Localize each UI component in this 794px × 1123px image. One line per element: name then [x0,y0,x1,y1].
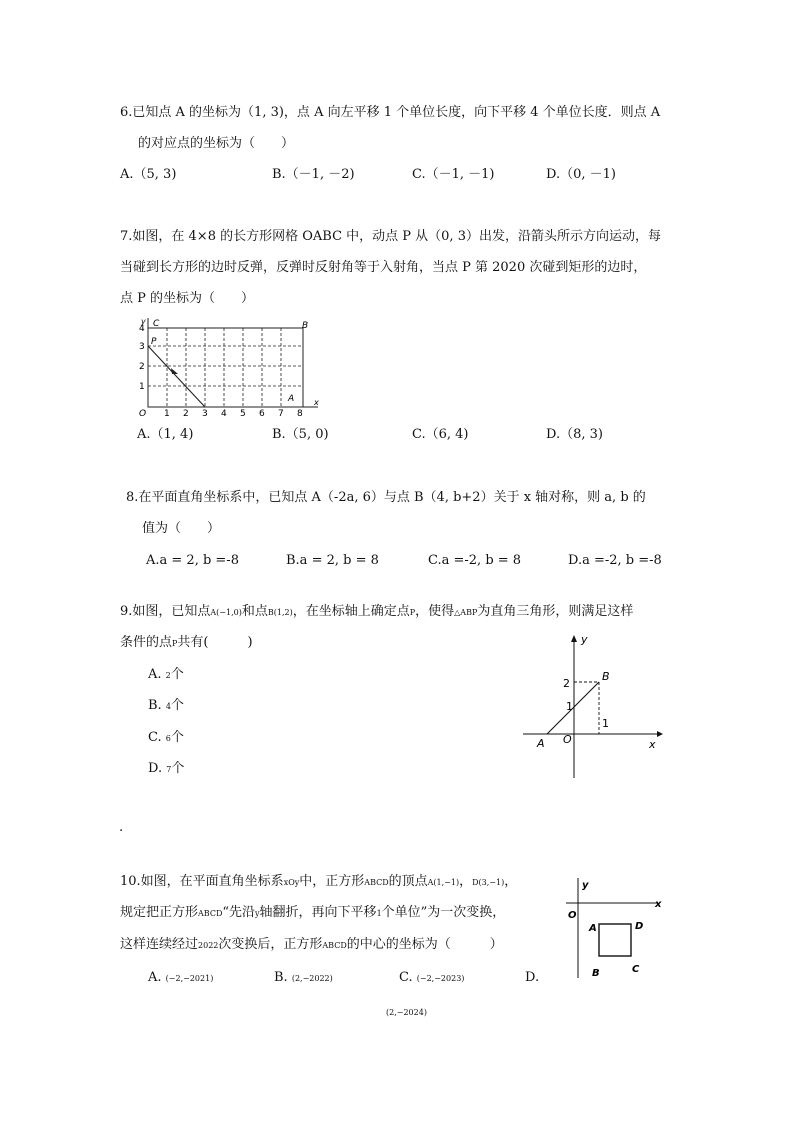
q10-text: 次变换后，正方形 [218,937,323,952]
q9-text: ，在坐标轴上确定点 [292,604,410,619]
q7-option-a: A.（1, 4) [137,427,194,442]
q9-text: 为直角三角形，则满足这样 [477,604,634,619]
point-a-label: A [537,737,545,750]
q8-option-b: B.a = 2, b = 8 [286,553,379,568]
q9-stem-line1 [120,604,633,621]
q9-option-b [148,698,184,715]
q7-stem-line1: 7.如图，在 4×8 的长方形网格 OABC 中，动点 P 从（0, 3）出发，沿箭头所示方向运动，每 [120,229,661,244]
option-letter: A. [148,667,162,682]
q7-stem-line3: 点 P 的坐标为（ ） [120,291,255,306]
q6-option-b: B.（－1, －2) [272,167,355,182]
q10-math-abcd: ABCD [198,909,223,918]
y-tick: 4 [139,324,145,334]
x-tick: 8 [297,409,303,419]
option-letter: C. [399,970,413,985]
option-unit: 个 [170,667,184,682]
square-abcd [599,924,631,956]
q10-math-point-a: A(1,−1) [427,878,460,887]
q9-coordinate-figure [515,630,665,782]
q10-text: 10.如图，在平面直角坐标系 [120,874,284,889]
q6-option-a: A.（5, 3) [120,167,177,182]
x-tick: 7 [278,409,284,419]
q10-stem-line1 [120,874,517,891]
origin-label: O [568,910,577,921]
option-letter: B. [148,698,162,713]
option-value: (2,−2022) [291,974,333,983]
q9-text: 条件的点 [120,635,173,650]
q6-stem-line2: 的对应点的坐标为（ ） [138,136,295,151]
q10-math-y: y [255,909,260,918]
q9-triangle-abp: △ABP [454,608,478,617]
option-unit: 个 [170,730,184,745]
q7-stem-line2: 当碰到长方形的边时反弹，反弹时反射角等于入射角，当点 P 第 2020 次碰到矩形的边时， [120,260,647,275]
q10-option-d-value: (2,−2024) [386,1008,427,1017]
axis-x-label: x [314,398,319,407]
q10-math-2022: 2022 [198,941,219,950]
rectangle-oabc [148,328,303,407]
grid-dashed-lines [148,328,303,407]
q8-option-c: C.a =-2, b = 8 [428,553,522,568]
q10-text: 的中心的坐标为（ ） [346,937,503,952]
q10-text: ， [459,874,473,889]
option-letter: D. [148,761,163,776]
q10-option-c [399,970,464,987]
arrow-icon [171,368,178,374]
option-number: 6 [165,734,171,743]
point-a-label: A [589,923,597,934]
x-tick: 4 [221,409,227,419]
option-number: 2 [165,671,171,680]
q10-text: 中，正方形 [299,874,365,889]
q7-option-b: B.（5, 0) [272,427,329,442]
q10-stem-line2 [120,905,505,922]
point-b-label: B [602,670,610,683]
x-tick-labels [164,409,303,419]
q9-text: 和点 [241,604,268,619]
x-tick: 5 [240,409,246,419]
y-tick-labels [139,324,145,392]
q10-coordinate-figure [562,868,672,982]
y-tick: 3 [139,342,145,352]
point-a-label: A [288,394,295,404]
option-unit: 个 [170,698,184,713]
q10-math-abcd: ABCD [322,941,347,950]
q9-point-p: P [172,639,178,648]
y-tick-1: 1 [566,700,573,713]
x-tick-1: 1 [602,717,609,730]
q10-math-point-d: D(3,−1) [472,878,505,887]
y-tick: 1 [139,382,145,392]
q9-option-a [148,667,184,684]
x-tick: 3 [202,409,208,419]
origin-label: O [563,733,572,746]
q10-option-d: D. [525,970,540,985]
q10-stem-line3 [120,937,503,954]
q10-math-one: 1 [376,909,382,918]
q6-option-c: C.（－1, －1) [412,167,495,182]
q10-text: ， [504,874,518,889]
option-number: 4 [165,702,171,711]
q10-option-b [274,970,333,987]
option-value: (−2,−2021) [165,974,214,983]
q9-text: 9.如图，已知点 [120,604,211,619]
x-tick: 2 [183,409,189,419]
q10-option-a [148,970,213,987]
stray-dot: . [119,820,124,835]
q10-math-abcd: ABCD [364,878,389,887]
y-tick: 2 [139,362,145,372]
y-tick-2: 2 [563,677,570,690]
q10-text: 的顶点 [388,874,428,889]
point-b-label: B [302,321,309,331]
option-letter: B. [274,970,288,985]
q7-option-d: D.（8, 3) [546,427,603,442]
q8-option-a: A.a = 2, b =-8 [146,553,239,568]
q8-option-d: D.a =-2, b =-8 [568,553,662,568]
q9-point-a: A(−1,0) [210,608,242,617]
q9-text: ，使得 [415,604,455,619]
origin-label: O [139,409,147,419]
axis-x-label: x [655,899,662,910]
x-axis-arrow-icon [657,731,663,737]
point-b-label: B [592,968,600,979]
q10-text: 规定把正方形 [120,905,199,920]
x-tick: 1 [164,409,170,419]
q9-point-b: B(1,2) [267,608,293,617]
option-value: (−2,−2023) [416,974,465,983]
q7-option-c: C.（6, 4) [412,427,469,442]
path-line [148,346,205,407]
point-p-label: P [151,337,157,347]
axis-y-label: y [581,633,588,646]
option-number: 7 [166,765,172,774]
option-letter: C. [148,730,162,745]
point-c-label: C [632,964,640,975]
q7-grid-figure [128,312,328,420]
segment-ab [547,682,599,734]
q9-text: 共有( ) [177,635,253,650]
y-axis-arrow-icon [571,635,577,642]
option-letter: A. [148,970,162,985]
q10-math-xoy: xOy [283,878,300,887]
option-unit: 个 [171,761,185,776]
q10-text: “先沿 [222,905,256,920]
q8-stem-line1: 8.在平面直角坐标系中，已知点 A（-2a, 6）与点 B（4, b+2）关于 x 轴对称，则 a, b 的 [126,490,646,505]
x-tick: 6 [259,409,265,419]
point-c-label: C [153,319,160,329]
q9-stem-line2 [120,635,253,652]
q9-option-c [148,730,184,747]
q10-text: 轴翻折，再向下平移 [259,905,377,920]
q9-option-d [148,761,184,778]
q6-option-d: D.（0, －1) [546,167,616,182]
axis-y-label: y [582,880,589,891]
point-d-label: D [635,921,644,932]
q8-stem-line2: 值为（ ） [142,521,221,536]
q10-text: 这样连续经过 [120,937,199,952]
q10-text: 个单位”为一次变换， [381,905,506,920]
q6-stem-line1: 6.已知点 A 的坐标为（1, 3)，点 A 向左平移 1 个单位长度，向下平移 4 个单位长度．则点 A [120,105,661,120]
axis-y-label: y [141,317,146,326]
axis-x-label: x [649,738,656,751]
q9-point-p: P [409,608,416,617]
